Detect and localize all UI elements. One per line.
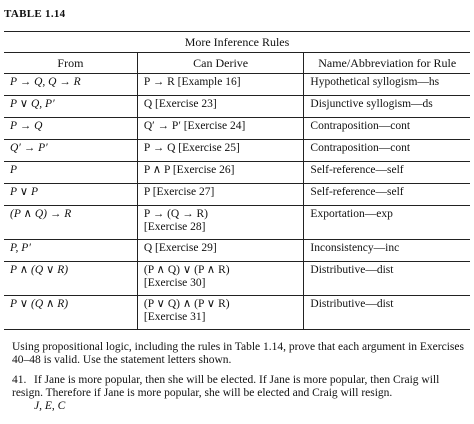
cell-from: P, P′ — [4, 240, 137, 262]
inference-rules-table — [4, 31, 470, 330]
cell-from: P ∨ P — [4, 184, 137, 206]
cell-rule-name: Contraposition—cont — [304, 118, 470, 140]
derive-line: P → Q [Exercise 25] — [143, 142, 240, 154]
table-label: TABLE 1.14 — [4, 8, 66, 20]
derive-line: P ∧ P [Exercise 26] — [143, 164, 235, 176]
column-header-derive: Can Derive — [137, 53, 304, 74]
derive-line: [Exercise 31] — [143, 311, 206, 323]
cell-derive — [137, 74, 304, 96]
cell-rule-name: Exportation—exp — [304, 206, 470, 240]
derive-line: P → (Q → R) — [143, 208, 208, 220]
derive-line: Q [Exercise 23] — [143, 98, 217, 110]
cell-derive — [137, 262, 304, 296]
cell-from: P ∧ (Q ∨ R) — [4, 262, 137, 296]
cell-rule-name: Contraposition—cont — [304, 140, 470, 162]
cell-rule-name: Inconsistency—inc — [304, 240, 470, 262]
table-row — [4, 240, 470, 262]
cell-rule-name: Disjunctive syllogism—ds — [304, 96, 470, 118]
table-row — [4, 184, 470, 206]
column-header-from: From — [4, 53, 137, 74]
derive-line: P [Exercise 27] — [143, 186, 215, 198]
table-row — [4, 206, 470, 240]
cell-derive — [137, 162, 304, 184]
table-row — [4, 162, 470, 184]
table-row — [4, 118, 470, 140]
derive-line: (P ∧ Q) ∨ (P ∧ R) — [143, 264, 230, 276]
derive-line: (P ∨ Q) ∧ (P ∨ R) — [143, 298, 230, 310]
derive-line: Q′ → P′ [Exercise 24] — [143, 120, 246, 132]
table-row — [4, 96, 470, 118]
cell-rule-name: Distributive—dist — [304, 296, 470, 330]
cell-rule-name: Hypothetical syllogism—hs — [304, 74, 470, 96]
derive-line: [Exercise 30] — [143, 277, 206, 289]
table-title-row — [4, 32, 470, 53]
cell-rule-name: Self-reference—self — [304, 162, 470, 184]
cell-rule-name: Distributive—dist — [304, 262, 470, 296]
cell-from: P → Q — [4, 118, 137, 140]
table-row — [4, 262, 470, 296]
table-row — [4, 296, 470, 330]
derive-line: P → R [Example 16] — [143, 76, 241, 88]
cell-from: P ∨ (Q ∧ R) — [4, 296, 137, 330]
cell-derive — [137, 240, 304, 262]
exercise-statement-letters: J, E, C — [34, 400, 66, 412]
table-row — [4, 140, 470, 162]
table-body — [4, 74, 470, 330]
exercise-41 — [12, 374, 468, 413]
cell-derive — [137, 96, 304, 118]
table-title: More Inference Rules — [4, 32, 470, 53]
derive-line: Q [Exercise 29] — [143, 242, 217, 254]
derive-line: [Exercise 28] — [143, 221, 206, 233]
exercise-number: 41. — [12, 374, 27, 386]
cell-from: P ∨ Q, P′ — [4, 96, 137, 118]
cell-derive — [137, 184, 304, 206]
cell-derive — [137, 206, 304, 240]
cell-rule-name: Self-reference—self — [304, 184, 470, 206]
cell-derive — [137, 296, 304, 330]
cell-derive — [137, 140, 304, 162]
cell-from: Q′ → P′ — [4, 140, 137, 162]
cell-from: (P ∧ Q) → R — [4, 206, 137, 240]
instructions-text: Using propositional logic, including the rules in Table 1.14, prove that each argument in Exercises 40–48 is valid. Use the statement letters shown. — [12, 341, 464, 366]
exercise-text: If Jane is more popular, then she will be elected. If Jane is more popular, then Craig will resign. Therefore if Jane is more popular, she will be elected and Craig will resign. — [12, 374, 440, 399]
cell-derive — [137, 118, 304, 140]
column-header-name: Name/Abbreviation for Rule — [304, 53, 470, 74]
table-row — [4, 74, 470, 96]
cell-from: P — [4, 162, 137, 184]
cell-from: P → Q, Q → R — [4, 74, 137, 96]
table-header-row — [4, 53, 470, 74]
